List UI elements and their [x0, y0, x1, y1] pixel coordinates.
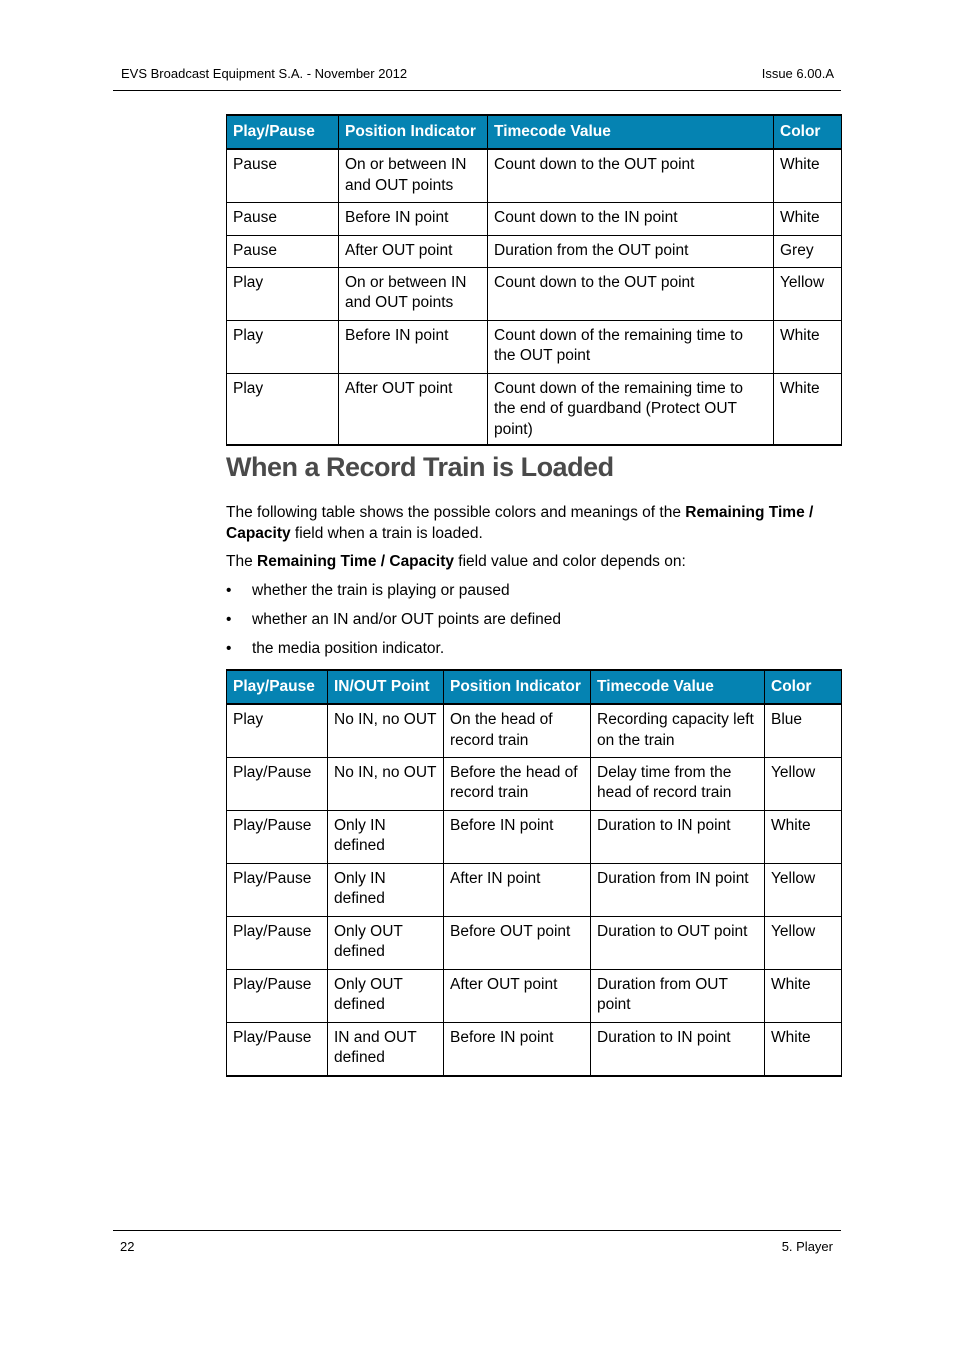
- table-cell: IN and OUT defined: [328, 1022, 444, 1076]
- timecode-table-record-train: [226, 669, 842, 1077]
- table-cell: Count down to the IN point: [488, 202, 774, 235]
- table-cell: Play: [227, 704, 328, 757]
- table-cell: White: [774, 320, 842, 373]
- table-cell: Play/Pause: [227, 1022, 328, 1076]
- bullet-icon: •: [226, 582, 232, 599]
- bullet-icon: •: [226, 640, 232, 657]
- table-cell: Only IN defined: [328, 863, 444, 916]
- paragraph-text: field value and color depends on:: [453, 553, 686, 570]
- table-cell: Duration from IN point: [591, 863, 765, 916]
- table-cell: Only OUT defined: [328, 969, 444, 1022]
- paragraph-text: The: [226, 553, 258, 570]
- table-cell: Count down to the OUT point: [488, 267, 774, 320]
- table-cell: On or between IN and OUT points: [339, 267, 488, 320]
- bullet-icon: •: [226, 611, 232, 628]
- table-cell: Yellow: [765, 916, 842, 969]
- table-cell: Duration to IN point: [591, 810, 765, 863]
- column-header: Timecode Value: [488, 115, 774, 149]
- table-cell: Duration to OUT point: [591, 916, 765, 969]
- table-cell: Only OUT defined: [328, 916, 444, 969]
- table-cell: Yellow: [765, 863, 842, 916]
- table-cell: Play: [227, 320, 339, 373]
- table-cell: On or between IN and OUT points: [339, 149, 488, 202]
- table-cell: Play/Pause: [227, 810, 328, 863]
- table-row: [227, 235, 842, 267]
- table-cell: Before OUT point: [444, 916, 591, 969]
- field-name-bold: Remaining Time / Capacity: [257, 553, 454, 570]
- table-cell: After OUT point: [444, 969, 591, 1022]
- table-row: [227, 149, 842, 202]
- table-cell: Grey: [774, 235, 842, 267]
- dependency-list: [226, 580, 561, 667]
- table-cell: No IN, no OUT: [328, 757, 444, 810]
- header-publisher: EVS Broadcast Equipment S.A. - November 2012: [121, 66, 408, 81]
- table-row: [227, 863, 842, 916]
- table-cell: Blue: [765, 704, 842, 757]
- table-row: [227, 202, 842, 235]
- table-cell: Count down of the remaining time to the end of guardband (Protect OUT point): [488, 373, 774, 445]
- section-heading: When a Record Train is Loaded: [226, 452, 614, 482]
- column-header: Color: [774, 115, 842, 149]
- table-cell: After OUT point: [339, 235, 488, 267]
- table-cell: White: [774, 202, 842, 235]
- list-item: [226, 609, 561, 638]
- table-cell: After OUT point: [339, 373, 488, 445]
- table-row: [227, 267, 842, 320]
- paragraph-text: field when a train is loaded.: [290, 525, 483, 542]
- chapter-label: 5. Player: [781, 1239, 833, 1254]
- table-cell: Play/Pause: [227, 916, 328, 969]
- depends-paragraph: [226, 551, 841, 572]
- column-header: Timecode Value: [591, 670, 765, 704]
- table-cell: Duration to IN point: [591, 1022, 765, 1076]
- table-cell: White: [765, 969, 842, 1022]
- table-row: [227, 704, 842, 757]
- table-cell: Pause: [227, 202, 339, 235]
- table-cell: Pause: [227, 235, 339, 267]
- table-cell: Before IN point: [339, 320, 488, 373]
- table-cell: Play: [227, 267, 339, 320]
- table-cell: Before the head of record train: [444, 757, 591, 810]
- table-cell: On the head of record train: [444, 704, 591, 757]
- intro-paragraph: [226, 502, 841, 544]
- table-cell: Recording capacity left on the train: [591, 704, 765, 757]
- table-row: [227, 1022, 842, 1076]
- column-header: Position Indicator: [339, 115, 488, 149]
- header-issue: Issue 6.00.A: [761, 66, 834, 81]
- table-cell: Play/Pause: [227, 863, 328, 916]
- table-cell: White: [774, 373, 842, 445]
- timecode-table-clip: [226, 114, 842, 446]
- list-item-text: the media position indicator.: [252, 640, 445, 657]
- table-header-row: [227, 670, 842, 704]
- field-name-bold: Remaining Time / Capacity: [226, 504, 814, 542]
- table-row: [227, 969, 842, 1022]
- table-cell: White: [765, 810, 842, 863]
- page-number: 22: [120, 1239, 135, 1254]
- list-item: [226, 638, 561, 667]
- table-row: [227, 320, 842, 373]
- table-cell: Delay time from the head of record train: [591, 757, 765, 810]
- table-cell: Play/Pause: [227, 969, 328, 1022]
- list-item-text: whether an IN and/or OUT points are defined: [252, 611, 562, 628]
- table-row: [227, 373, 842, 445]
- table-cell: Count down to the OUT point: [488, 149, 774, 202]
- table-row: [227, 810, 842, 863]
- table-cell: Only IN defined: [328, 810, 444, 863]
- table-cell: No IN, no OUT: [328, 704, 444, 757]
- table-cell: Before IN point: [444, 810, 591, 863]
- column-header: IN/OUT Point: [328, 670, 444, 704]
- table-row: [227, 757, 842, 810]
- table-cell: Count down of the remaining time to the OUT point: [488, 320, 774, 373]
- table-cell: Duration from OUT point: [591, 969, 765, 1022]
- table-cell: Yellow: [774, 267, 842, 320]
- table-cell: Play: [227, 373, 339, 445]
- list-item: [226, 580, 561, 609]
- column-header: Color: [765, 670, 842, 704]
- column-header: Play/Pause: [227, 115, 339, 149]
- table-cell: Yellow: [765, 757, 842, 810]
- table-cell: After IN point: [444, 863, 591, 916]
- column-header: Play/Pause: [227, 670, 328, 704]
- list-item-text: whether the train is playing or paused: [252, 582, 510, 599]
- table-cell: Duration from the OUT point: [488, 235, 774, 267]
- table-cell: Before IN point: [444, 1022, 591, 1076]
- page-footer: [113, 1230, 841, 1254]
- table-cell: Play/Pause: [227, 757, 328, 810]
- column-header: Position Indicator: [444, 670, 591, 704]
- table-cell: White: [774, 149, 842, 202]
- page-header: [113, 64, 841, 91]
- table-cell: Pause: [227, 149, 339, 202]
- table-cell: Before IN point: [339, 202, 488, 235]
- table-cell: White: [765, 1022, 842, 1076]
- paragraph-text: The following table shows the possible colors and meanings of the: [226, 504, 686, 521]
- table-row: [227, 916, 842, 969]
- table-header-row: [227, 115, 842, 149]
